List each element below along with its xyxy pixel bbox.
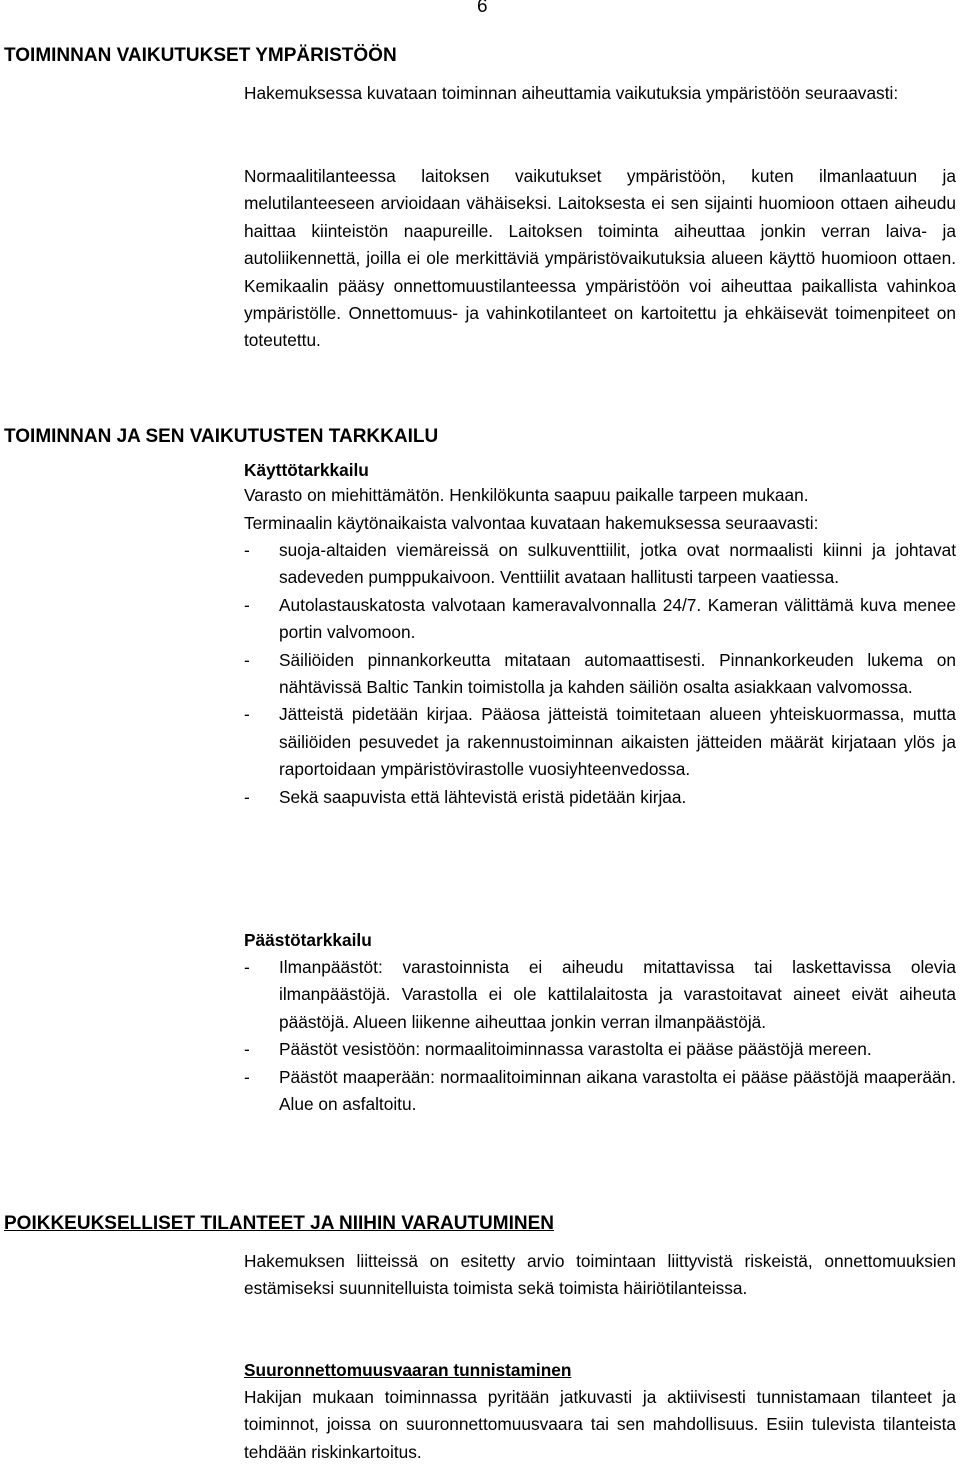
page-number: 6 [477, 0, 488, 17]
section-heading-environmental-impacts: TOIMINNAN VAIKUTUKSET YMPÄRISTÖÖN [4, 45, 397, 66]
list-dash: - [244, 1039, 250, 1060]
list-dash: - [244, 1066, 250, 1087]
list-item: - Jätteistä pidetään kirjaa. Pääosa jätteistä toimitetaan alueen yhteiskuormassa, mutta säiliöiden pesuvedet ja rakennustoiminnan aikaisten jätteiden määrät kirjataan ylös ja raportoidaan ympäristövirastolle vuosiyhteenvedossa. [244, 701, 956, 783]
subheading-operational-monitoring: Käyttötarkkailu [244, 460, 369, 480]
list-item: - Ilmanpäästöt: varastoinnista ei aiheudu mitattavissa tai laskettavissa olevia ilmanpäästöjä. Varastolla ei ole kattilalaitosta ja varastoitavat aineet eivät aiheuta päästöjä. Alueen liikenne aiheuttaa jonkin verran ilmanpäästöjä. [244, 954, 956, 1036]
section3-sub-body: Hakijan mukaan toiminnassa pyritään jatkuvasti ja aktiivisesti tunnistamaan tilanteet ja toiminnot, joissa on suuronnettomuusvaara tai sen mahdollisuus. Esiin tulevista tilanteista tehdään riskinkartoitus. [244, 1387, 956, 1462]
list-dash: - [244, 957, 250, 977]
section3-intro: Hakemuksen liitteissä on esitetty arvio toimintaan liittyvistä riskeistä, onnettomuuksien estämiseksi suunnitelluista toimista sekä toimista häiriötilanteissa. [244, 1251, 956, 1299]
list-dash: - [244, 649, 250, 670]
subheading-emission-monitoring: Päästötarkkailu [244, 930, 372, 950]
list-dash: - [244, 786, 250, 807]
section-heading-monitoring: TOIMINNAN JA SEN VAIKUTUSTEN TARKKAILU [4, 426, 439, 447]
list-dash: - [244, 704, 250, 725]
list-item: - suoja-altaiden viemäreissä on sulkuventtiilit, jotka ovat normaalisti kiinni ja johtavat sadeveden pumppukaivoon. Venttiilit avataan hallitusti tarpeen vaatiessa. [244, 537, 956, 592]
subheading-major-accident-identification: Suuronnettomuusvaaran tunnistaminen [244, 1360, 572, 1380]
list-dash: - [244, 594, 250, 615]
emission-monitoring-list [244, 954, 956, 1118]
section1-intro: Hakemuksessa kuvataan toiminnan aiheuttamia vaikutuksia ympäristöön seuraavasti: [244, 83, 899, 103]
section1-body: Normaalitilanteessa laitoksen vaikutukset ympäristöön, kuten ilmanlaatuun ja melutilanteeseen arvioidaan vähäiseksi. Laitoksesta ei sen sijainti huomioon ottaen aiheudu haittaa kiinteistön naapureille. Laitoksen toiminta aiheuttaa jonkin verran laiva- ja autoliikennettä, joilla ei ole merkittäviä ympäristövaikutuksia alueen käyttö huomioon ottaen. Kemikaalin pääsy onnettomuustilanteessa ympäristöön voi aiheuttaa paikallista vahinkoa ympäristölle. Onnettomuus- ja vahinkotilanteet on kartoitettu ja ehkäisevät toimenpiteet on toteutettu. [244, 166, 956, 351]
list-item: - Päästöt vesistöön: normaalitoiminnassa varastolta ei pääse päästöjä mereen. [244, 1036, 956, 1063]
list-item: - Sekä saapuvista että lähtevistä eristä pidetään kirjaa. [244, 784, 956, 811]
list-item: - Autolastauskatosta valvotaan kameravalvonnalla 24/7. Kameran välittämä kuva menee portin valvomoon. [244, 592, 956, 647]
list-dash: - [244, 540, 250, 560]
list-item: - Säiliöiden pinnankorkeutta mitataan automaattisesti. Pinnankorkeuden lukema on nähtävissä Baltic Tankin toimistolla ja kahden säiliön osalta asiakkaan valvomossa. [244, 647, 956, 702]
operational-monitoring-list [244, 537, 956, 811]
list-item: - Päästöt maaperään: normaalitoiminnan aikana varastolta ei pääse päästöjä maaperään. Alue on asfaltoitu. [244, 1064, 956, 1119]
operational-monitoring-para2: Terminaalin käytönaikaista valvontaa kuvataan hakemuksessa seuraavasti: [244, 513, 819, 533]
operational-monitoring-para1: Varasto on miehittämätön. Henkilökunta saapuu paikalle tarpeen mukaan. [244, 485, 809, 505]
section-heading-exceptional-situations: POIKKEUKSELLISET TILANTEET JA NIIHIN VARAUTUMINEN [4, 1213, 554, 1234]
